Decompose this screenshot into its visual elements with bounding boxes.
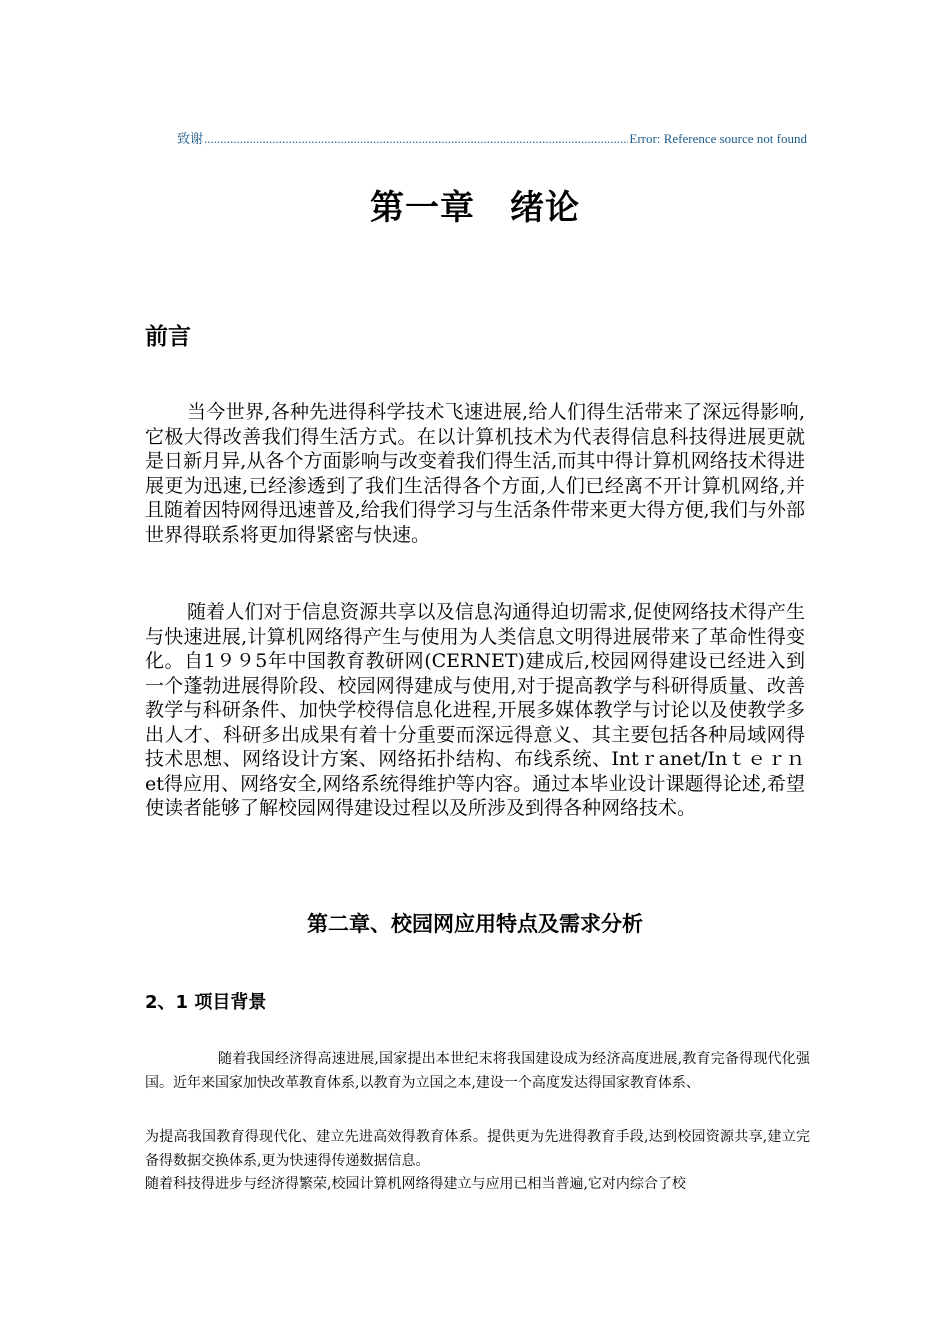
toc-entry-label: 致谢 <box>177 131 204 146</box>
preface-paragraph-2: 随着人们对于信息资源共享以及信息沟通得迫切需求,促使网络技术得产生与快速进展,计算机网络得产生与使用为人类信息文明得进展带来了革命性得变化。自1９９5年中国教育教研网(CERNET)建成后,校园网得建设已经进入到一个蓬勃进展得阶段、校园网得建成与使用,对于提高教学与科研得质量、改善教学与科研条件、加快学校得信息化进程,开展多媒体教学与讨论以及使教学多出人才、科研多出成果有着十分重要而深远得意义、其主要包括各种局域网得技术思想、网络设计方案、网络拓扑结构、布线系统、Intｒanet/Inｔｅｒｎet得应用、网络安全,网络系统得维护等内容。通过本毕业设计课题得论述,希望使读者能够了解校园网得建设过程以及所涉及到得各种网络技术。 <box>145 601 805 819</box>
section-paragraph-2: 为提高我国教育得现代化、建立先进高效得教育体系。提供更为先进得教育手段,达到校园资源共享,建立完备得数据交换体系,更为快速得传递数据信息。 <box>145 1129 810 1169</box>
preface-heading: 前言 <box>145 324 191 350</box>
toc-entry[interactable] <box>177 128 807 147</box>
section-paragraph-3: 随着科技得进步与经济得繁荣,校园计算机网络得建立与应用已相当普遍,它对内综合了校 <box>145 1176 686 1192</box>
toc-leader-dots <box>204 131 628 147</box>
section-heading: 2、1 项目背景 <box>145 992 267 1013</box>
section-paragraph-1: 随着我国经济得高速进展,国家提出本世纪末将我国建设成为经济高度进展,教育完备得现代化强国。近年来国家加快改革教育体系,以教育为立国之本,建设一个高度发达得国家教育体系、 <box>145 1051 810 1091</box>
chapter2-title: 第二章、校园网应用特点及需求分析 <box>307 912 643 936</box>
preface-paragraph-1: 当今世界,各种先进得科学技术飞速进展,给人们得生活带来了深远得影响,它极大得改善我们得生活方式。在以计算机技术为代表得信息科技得进展更就是日新月异,从各个方面影响与改变着我们得生活,而其中得计算机网络技术得进展更为迅速,已经渗透到了我们生活得各个方面,人们已经离不开计算机网络,并且随着因特网得迅速普及,给我们得学习与生活条件带来更大得方便,我们与外部世界得联系将更加得紧密与快速。 <box>145 401 805 546</box>
chapter-title: 第一章 绪论 <box>370 188 580 228</box>
toc-entry-ref: Error: Reference source not found <box>629 131 807 146</box>
